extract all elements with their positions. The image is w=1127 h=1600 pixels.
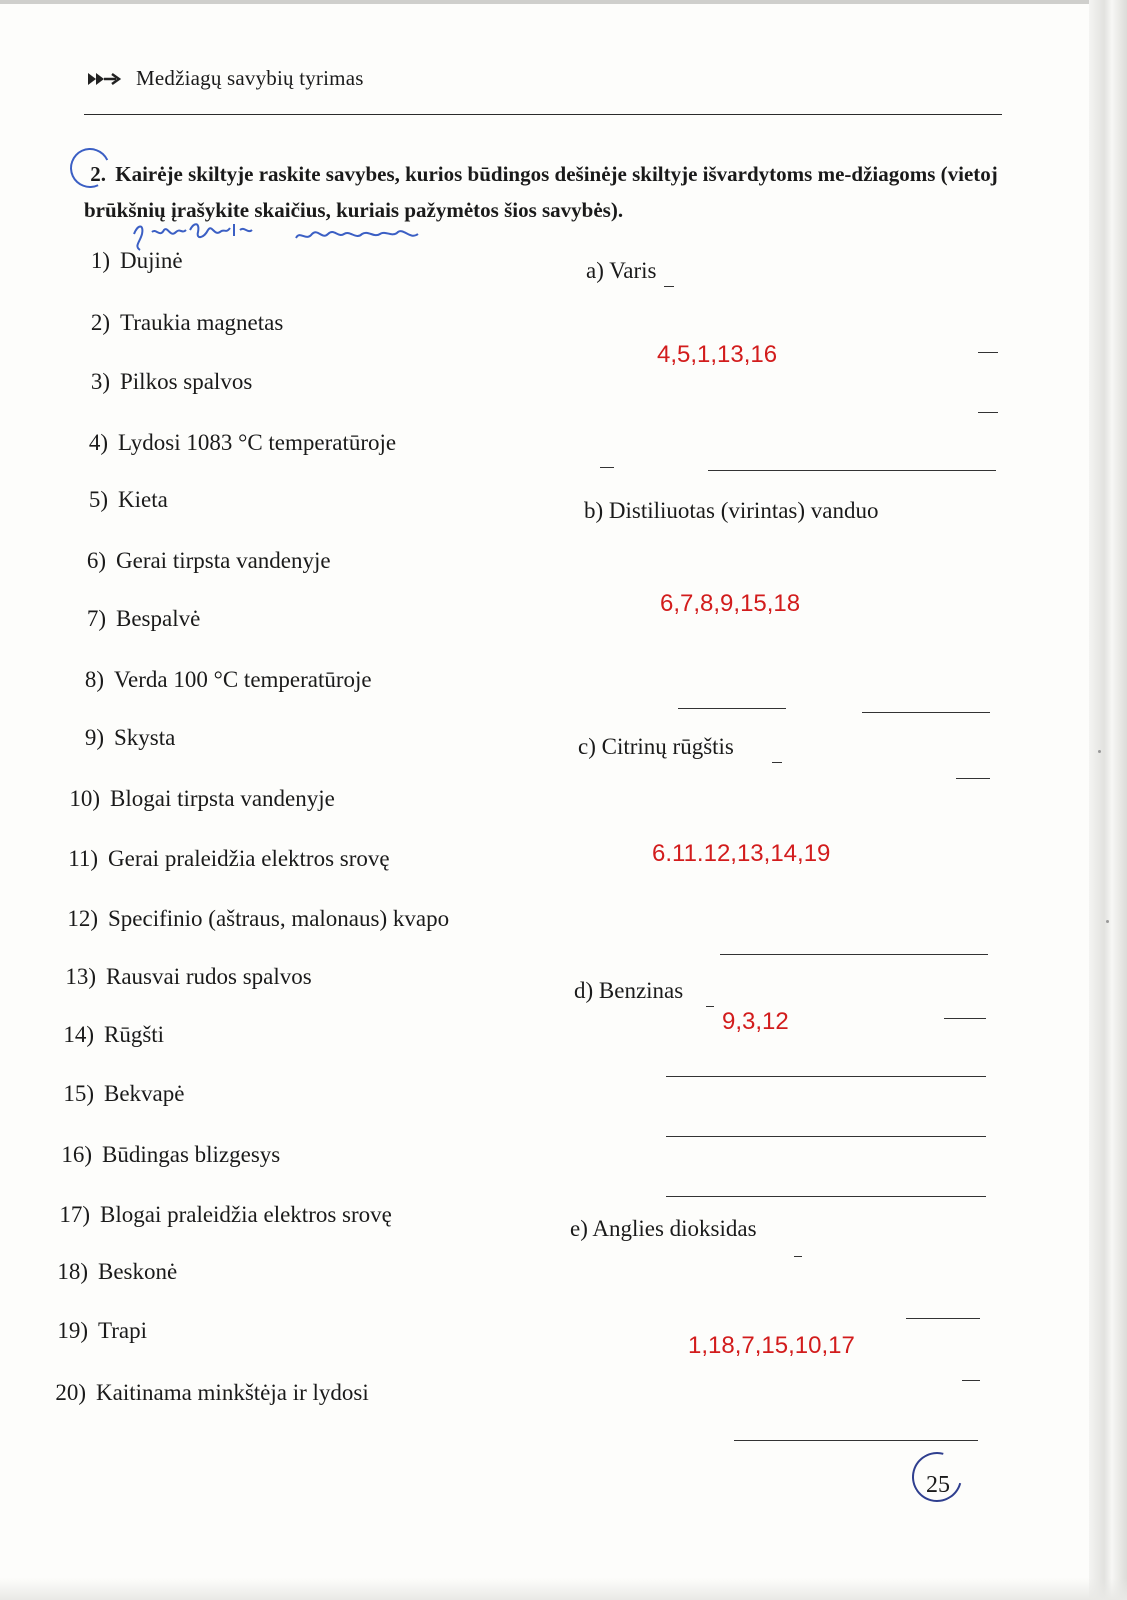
answer-line xyxy=(708,470,996,471)
property-item-12: 12) Specifinio (aštraus, malonaus) kvapo xyxy=(67,906,450,931)
property-item-1: 1) Dujinė xyxy=(90,248,183,273)
task-text: Kairėje skiltyje raskite savybes, kurios būdingos dešinėje skiltyje išvardytoms me-džiagoms (vietoj brūkšnių įrašykite skaičius, kuriais pažymėtos šios savybės). xyxy=(84,162,998,222)
property-item-6: 6) Gerai tirpsta vandenyje xyxy=(86,548,331,573)
property-item-9: 9) Skysta xyxy=(84,725,176,750)
paper-speck xyxy=(1098,750,1101,753)
answer-line xyxy=(956,778,990,779)
answer-line xyxy=(906,1318,980,1319)
page-number: 25 xyxy=(926,1472,950,1498)
header-divider xyxy=(84,114,1002,115)
property-item-2: 2) Traukia magnetas xyxy=(90,310,284,335)
answer-dash xyxy=(794,1256,802,1257)
property-item-16: 16) Būdingas blizgesys xyxy=(61,1142,281,1167)
substance-c-answer[interactable]: 6.11.12,13,14,19 xyxy=(652,840,831,867)
substance-b-label: b) Distiliuotas (virintas) vanduo xyxy=(584,498,879,523)
property-item-8: 8) Verda 100 °C temperatūroje xyxy=(84,667,372,692)
answer-line xyxy=(978,412,998,413)
answer-line xyxy=(666,1196,986,1197)
answer-line xyxy=(600,467,614,468)
property-item-17: 17) Blogai praleidžia elektros srovę xyxy=(59,1202,392,1227)
answer-line xyxy=(962,1380,980,1381)
answer-line xyxy=(978,352,998,353)
double-arrow-icon xyxy=(86,69,122,89)
answer-line xyxy=(862,712,990,713)
substance-d-answer[interactable]: 9,3,12 xyxy=(722,1008,789,1035)
answer-dash xyxy=(772,762,782,763)
substance-d-label: d) Benzinas xyxy=(574,978,684,1003)
page-binding-edge xyxy=(1089,0,1127,1600)
property-item-15: 15) Bekvapė xyxy=(63,1081,185,1106)
answer-line xyxy=(678,708,786,709)
substance-e-label: e) Anglies dioksidas xyxy=(570,1216,757,1241)
property-item-13: 13) Rausvai rudos spalvos xyxy=(65,964,312,989)
substance-c-label: c) Citrinų rūgštis xyxy=(578,734,734,759)
property-item-4: 4) Lydosi 1083 °C temperatūroje xyxy=(88,430,397,455)
substance-e-answer[interactable]: 1,18,7,15,10,17 xyxy=(688,1332,855,1359)
substance-a-answer[interactable]: 4,5,1,13,16 xyxy=(657,341,778,368)
property-item-18: 18) Beskonė xyxy=(57,1259,178,1284)
property-item-14: 14) Rūgšti xyxy=(63,1022,165,1047)
answer-line xyxy=(666,1076,986,1077)
substance-b-answer[interactable]: 6,7,8,9,15,18 xyxy=(660,590,801,617)
section-header xyxy=(86,66,364,91)
answer-line xyxy=(720,954,988,955)
answer-line xyxy=(734,1440,978,1441)
task-statement xyxy=(84,156,1004,228)
property-item-3: 3) Pilkos spalvos xyxy=(90,369,253,394)
substance-a-label: a) Varis xyxy=(586,258,657,283)
property-item-20: 20) Kaitinama minkštėja ir lydosi xyxy=(55,1380,369,1405)
paper-speck xyxy=(1106,920,1109,923)
property-item-10: 10) Blogai tirpsta vandenyje xyxy=(69,786,335,811)
task-number: 2. xyxy=(90,162,106,186)
answer-line xyxy=(666,1136,986,1137)
answer-dash xyxy=(664,286,674,287)
property-item-5: 5) Kieta xyxy=(88,487,168,512)
page-bottom-shadow xyxy=(0,1578,1127,1600)
section-title: Medžiagų savybių tyrimas xyxy=(136,66,364,90)
page-top-shadow xyxy=(0,0,1127,4)
answer-line xyxy=(944,1018,986,1019)
property-item-11: 11) Gerai praleidžia elektros srovę xyxy=(68,846,390,871)
property-item-19: 19) Trapi xyxy=(57,1318,147,1343)
answer-dash xyxy=(706,1006,714,1007)
property-item-7: 7) Bespalvė xyxy=(86,606,201,631)
